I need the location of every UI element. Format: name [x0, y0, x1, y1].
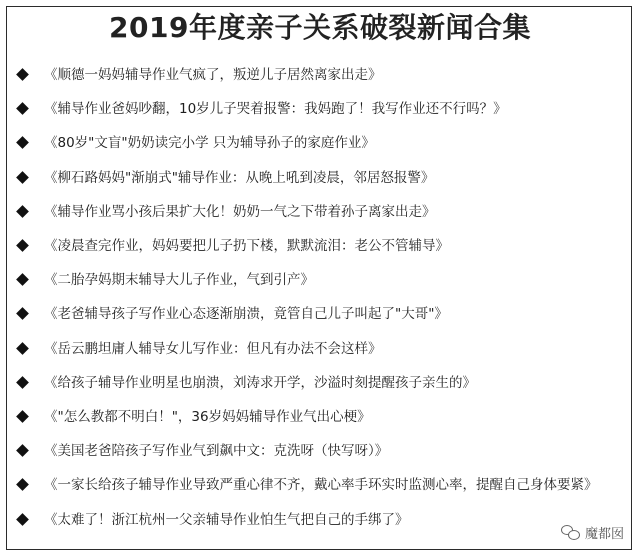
diamond-bullet-icon	[16, 171, 29, 184]
news-headline: 《老爸辅导孩子写作业心态逐渐崩溃，竟管自己儿子叫起了"大哥"》	[44, 306, 448, 323]
page-title: 2019年度亲子关系破裂新闻合集	[109, 11, 531, 44]
list-item	[0, 195, 640, 229]
list-item	[0, 229, 640, 263]
news-headline: 《二胎孕妈期末辅导大儿子作业，气到引产》	[44, 272, 314, 289]
watermark-text: 魔都囡	[584, 527, 624, 542]
list-item	[0, 297, 640, 331]
list-item	[0, 434, 640, 468]
watermark	[561, 523, 624, 542]
list-item	[0, 332, 640, 366]
diamond-bullet-icon	[16, 376, 29, 389]
news-headline: 《辅导作业骂小孩后果扩大化！奶奶一气之下带着孙子离家出走》	[44, 203, 436, 220]
news-headline: 《顺德一妈妈辅导作业气疯了，叛逆儿子居然离家出走》	[44, 67, 382, 84]
news-headline: 《岳云鹏坦庸人辅导女儿写作业：但凡有办法不会这样》	[44, 340, 382, 357]
news-headline: 《辅导作业爸妈吵翻，10岁儿子哭着报警：我妈跑了！我写作业还不行吗？》	[44, 101, 507, 118]
list-item	[0, 161, 640, 195]
wechat-icon	[561, 525, 581, 541]
diamond-bullet-icon	[16, 410, 29, 423]
diamond-bullet-icon	[16, 239, 29, 252]
news-headline: 《太难了！浙江杭州一父亲辅导作业怕生气把自己的手绑了》	[44, 511, 409, 528]
diamond-bullet-icon	[16, 513, 29, 526]
news-headline: 《凌晨查完作业，妈妈要把儿子扔下楼，默默流泪：老公不管辅导》	[44, 238, 449, 255]
list-item	[0, 502, 640, 536]
diamond-bullet-icon	[16, 205, 29, 218]
news-headline: 《80岁"文盲"奶奶读完小学 只为辅导孙子的家庭作业》	[44, 135, 375, 152]
list-item	[0, 263, 640, 297]
list-item	[0, 92, 640, 126]
diamond-bullet-icon	[16, 478, 29, 491]
news-list	[0, 58, 640, 537]
list-item	[0, 400, 640, 434]
news-headline: 《"怎么教都不明白！"，36岁妈妈辅导作业气出心梗》	[44, 408, 371, 425]
list-item	[0, 58, 640, 92]
diamond-bullet-icon	[16, 342, 29, 355]
list-item	[0, 366, 640, 400]
news-headline: 《一家长给孩子辅导作业导致严重心律不齐，戴心率手环实时监测心率，提醒自己身体要紧》	[44, 477, 598, 494]
diamond-bullet-icon	[16, 308, 29, 321]
diamond-bullet-icon	[16, 273, 29, 286]
diamond-bullet-icon	[16, 137, 29, 150]
list-item	[0, 126, 640, 160]
diamond-bullet-icon	[16, 102, 29, 115]
list-item	[0, 468, 640, 502]
diamond-bullet-icon	[16, 444, 29, 457]
diamond-bullet-icon	[16, 68, 29, 81]
news-headline: 《给孩子辅导作业明星也崩溃，刘涛求开学，沙溢时刻提醒孩子亲生的》	[44, 374, 476, 391]
news-headline: 《柳石路妈妈"渐崩式"辅导作业：从晚上吼到凌晨，邻居怒报警》	[44, 169, 435, 186]
news-headline: 《美国老爸陪孩子写作业气到飙中文：克洗呀（快写呀）》	[44, 443, 389, 460]
